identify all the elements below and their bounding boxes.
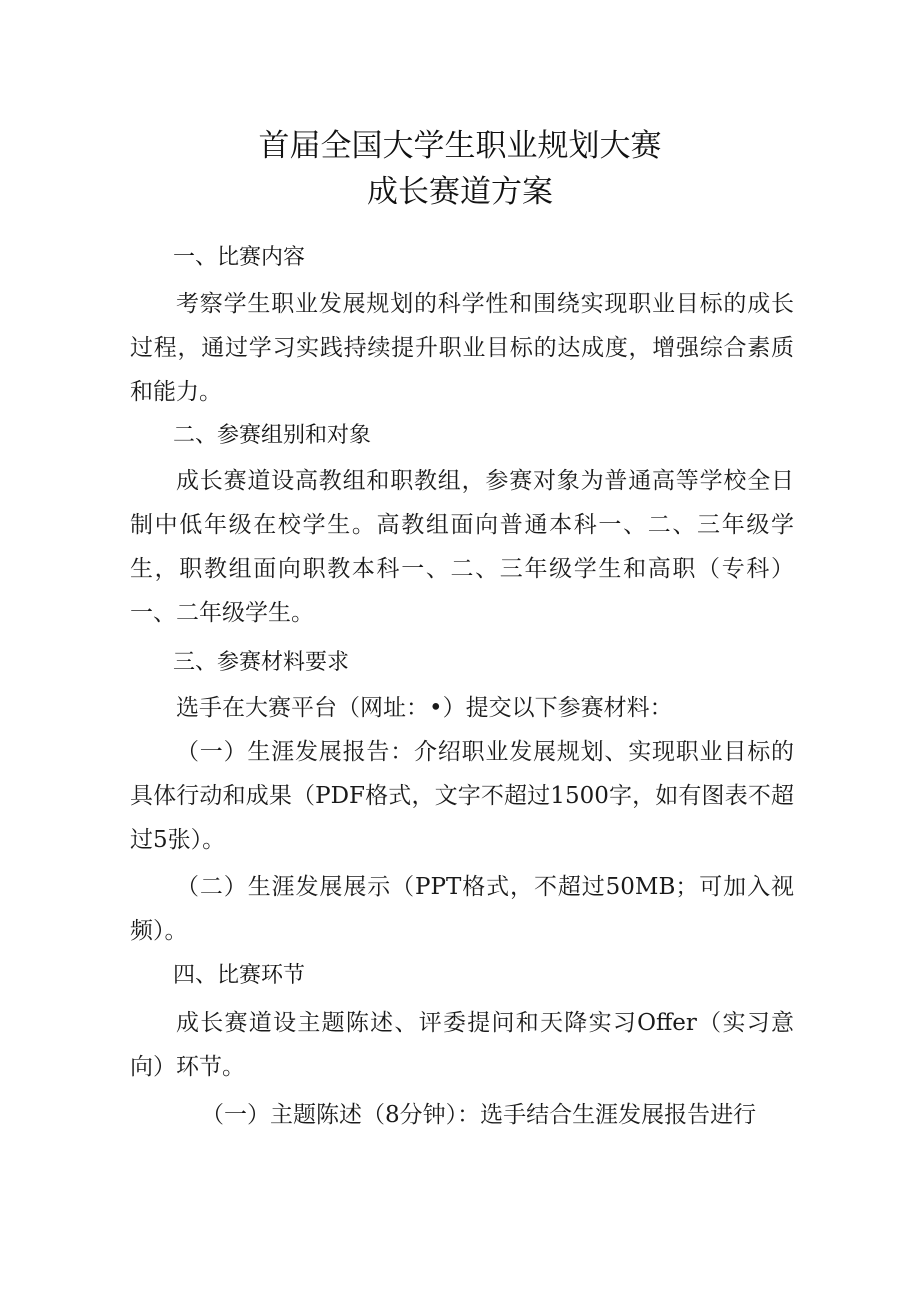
document-title-line-2: 成长赛道方案 — [367, 174, 553, 210]
section-content-paragraph: 考察学生职业发展规划的科学性和围绕实现职业目标的成长过程，通过学习实践持续提升职业目标的达成度，增强综合素质和能力。 — [130, 291, 794, 405]
section-groups-paragraph: 成长赛道设高教组和职教组，参赛对象为普通高等学校全日制中低年级在校学生。高教组面向普通本科一、二、三年级学生，职教组面向职教本科一、二、三年级学生和高职（专科）一、二年级学生。 — [130, 468, 794, 626]
section-heading-content: 一、比赛内容 — [173, 245, 306, 270]
section-stages-item-1: （一）主题陈述（8分钟）：选手结合生涯发展报告进行 — [201, 1102, 757, 1128]
section-materials-intro: 选手在大赛平台（网址：•）提交以下参赛材料： — [176, 695, 673, 721]
document-title-line-1: 首届全国大学生职业规划大赛 — [258, 128, 662, 164]
section-heading-groups: 二、参赛组别和对象 — [173, 423, 372, 448]
section-heading-materials: 三、参赛材料要求 — [173, 650, 350, 675]
section-heading-stages: 四、比赛环节 — [173, 963, 306, 988]
section-stages-paragraph: 成长赛道设主题陈述、评委提问和天降实习Offer（实习意向）环节。 — [130, 1010, 794, 1080]
section-materials-item-2: （二）生涯发展展示（PPT格式，不超过50MB；可加入视频）。 — [130, 874, 794, 944]
section-materials-item-1: （一）生涯发展报告：介绍职业发展规划、实现职业目标的具体行动和成果（PDF格式，文字不超过1500字，如有图表不超过5张）。 — [130, 739, 794, 853]
